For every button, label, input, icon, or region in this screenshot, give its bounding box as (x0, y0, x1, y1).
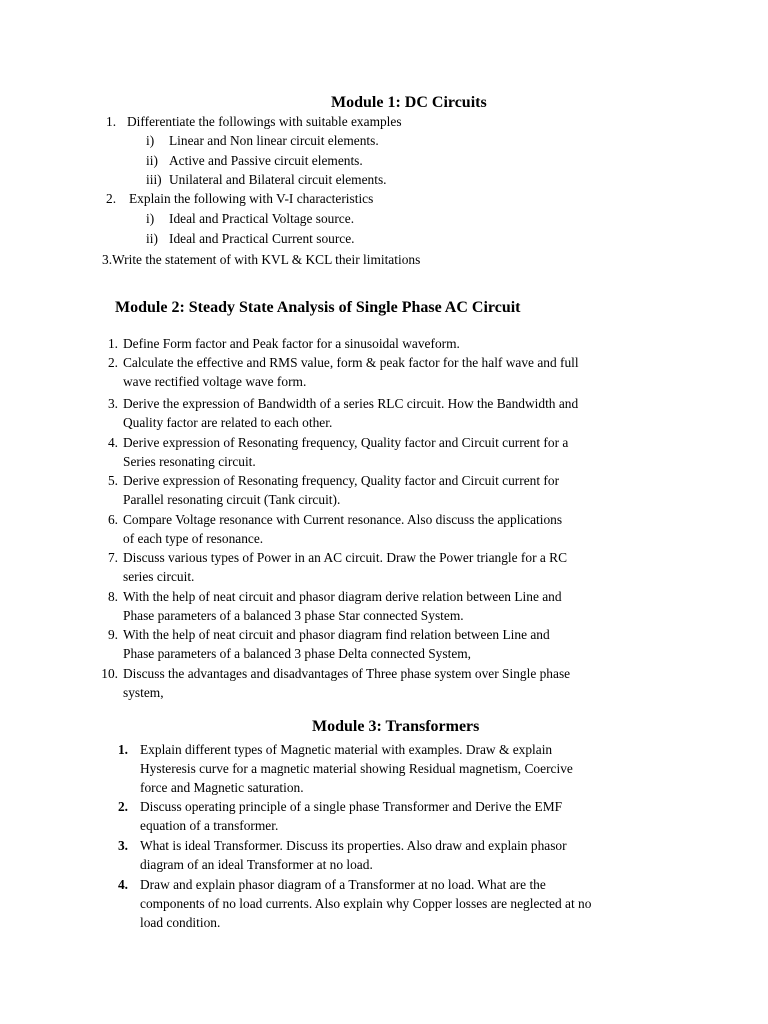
m3-question-line: Discuss operating principle of a single phase Transformer and Derive the EMF (140, 799, 563, 814)
m2-question-number: 6. (107, 512, 118, 527)
m3-question-line: equation of a transformer. (140, 818, 279, 833)
m2-question-number: 10. (101, 666, 118, 681)
m2-question-line: of each type of resonance. (123, 531, 264, 546)
m1-q1-sub-text: Active and Passive circuit elements. (169, 153, 363, 168)
m2-question-number: 5. (107, 473, 118, 488)
m2-question-line: Derive the expression of Bandwidth of a series RLC circuit. How the Bandwidth and (123, 396, 579, 411)
m2-question-line: system, (123, 685, 164, 700)
module1-title: Module 1: DC Circuits (331, 94, 487, 111)
m2-question-number: 8. (107, 589, 118, 604)
m1-q2-sub-number: i) (146, 211, 155, 226)
m3-question-line: diagram of an ideal Transformer at no load. (140, 857, 373, 872)
m3-question-line: Draw and explain phasor diagram of a Transformer at no load. What are the (140, 877, 546, 892)
m3-question-line: components of no load currents. Also explain why Copper losses are neglected at no (140, 896, 592, 911)
m1-q2-sub-number: ii) (146, 231, 158, 246)
m1-q1-number: 1. (106, 114, 117, 129)
m2-question-line: Series resonating circuit. (123, 454, 256, 469)
m2-question-number: 9. (107, 627, 118, 642)
m1-q1-sub-number: i) (146, 133, 155, 148)
m3-question-number: 1. (117, 742, 128, 757)
m2-question-line: Derive expression of Resonating frequency, Quality factor and Circuit current for a (123, 435, 569, 450)
m2-question-number: 2. (107, 355, 118, 370)
m2-question-line: series circuit. (123, 569, 195, 584)
m2-question-line: Discuss various types of Power in an AC circuit. Draw the Power triangle for a RC (123, 550, 568, 565)
m2-question-number: 1. (107, 336, 118, 351)
m2-question-number: 3. (107, 396, 118, 411)
m1-q1-sub-number: iii) (146, 172, 162, 187)
m3-question-line: Explain different types of Magnetic material with examples. Draw & explain (140, 742, 553, 757)
m1-q2-sub-text: Ideal and Practical Voltage source. (169, 211, 355, 226)
m2-question-line: Phase parameters of a balanced 3 phase Delta connected System, (123, 646, 472, 661)
m1-q1-sub-text: Unilateral and Bilateral circuit elements. (169, 172, 387, 187)
m2-question-line: With the help of neat circuit and phasor diagram derive relation between Line and (123, 589, 562, 604)
m3-question-line: load condition. (140, 915, 221, 930)
m2-question-line: Calculate the effective and RMS value, form & peak factor for the half wave and full (123, 355, 579, 370)
m1-q1-text: Differentiate the followings with suitable examples (127, 114, 402, 129)
m3-question-number: 3. (117, 838, 128, 853)
m1-q1-sub-number: ii) (146, 153, 158, 168)
m1-q2-number: 2. (106, 191, 117, 206)
m3-question-number: 4. (117, 877, 128, 892)
m1-q2-sub-text: Ideal and Practical Current source. (169, 231, 355, 246)
m3-question-line: Hysteresis curve for a magnetic material showing Residual magnetism, Coercive (140, 761, 573, 776)
m2-question-number: 7. (107, 550, 118, 565)
m2-question-line: Compare Voltage resonance with Current resonance. Also discuss the applications (123, 512, 563, 527)
module2-title: Module 2: Steady State Analysis of Single Phase AC Circuit (115, 299, 521, 316)
m2-question-number: 4. (107, 435, 118, 450)
module3-title: Module 3: Transformers (312, 718, 480, 735)
m2-question-line: Discuss the advantages and disadvantages of Three phase system over Single phase (123, 666, 571, 681)
m3-question-line: force and Magnetic saturation. (140, 780, 304, 795)
m2-question-line: With the help of neat circuit and phasor diagram find relation between Line and (123, 627, 550, 642)
m2-question-line: Phase parameters of a balanced 3 phase Star connected System. (123, 608, 464, 623)
m1-q2-text: Explain the following with V-I characteristics (129, 191, 374, 206)
m1-q3-text: 3.Write the statement of with KVL & KCL their limitations (102, 252, 421, 267)
m3-question-number: 2. (117, 799, 128, 814)
m2-question-line: Parallel resonating circuit (Tank circuit). (123, 492, 341, 507)
m3-question-line: What is ideal Transformer. Discuss its properties. Also draw and explain phasor (140, 838, 567, 853)
m2-question-line: wave rectified voltage wave form. (123, 374, 307, 389)
m1-q1-sub-text: Linear and Non linear circuit elements. (169, 133, 379, 148)
m2-question-line: Define Form factor and Peak factor for a sinusoidal waveform. (123, 336, 460, 351)
m2-question-line: Derive expression of Resonating frequency, Quality factor and Circuit current for (123, 473, 560, 488)
m2-question-line: Quality factor are related to each other. (123, 415, 333, 430)
